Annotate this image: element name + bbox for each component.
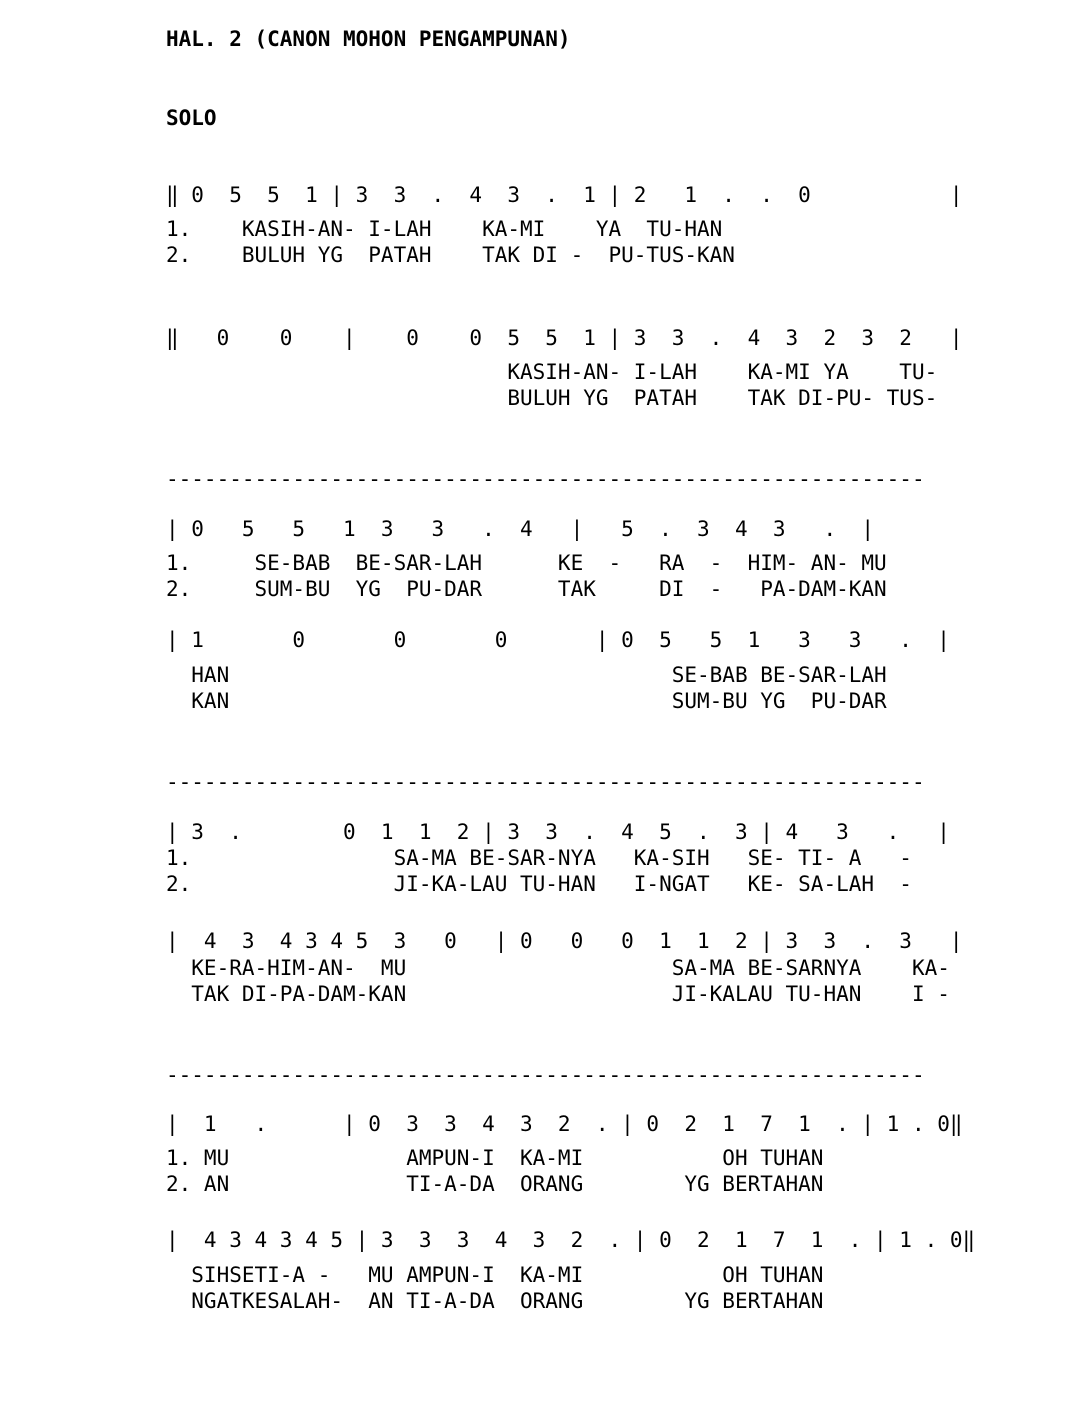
lyric-line: NGATKESALAH- AN TI-A-DA ORANG YG BERTAHAN: [166, 1289, 824, 1313]
section-divider: ------------------------------------------------------------: [166, 770, 925, 794]
notation-line: | 4 3 4 3 4 5 | 3 3 3 4 3 2 . | 0 2 1 7 1 . | 1 . 0‖: [166, 1228, 976, 1252]
lyric-line: KASIH-AN- I-LAH KA-MI YA TU-: [166, 360, 938, 384]
notation-line: | 1 0 0 0 | 0 5 5 1 3 3 . |: [166, 628, 950, 652]
section-divider: ------------------------------------------------------------: [166, 467, 925, 491]
lyric-line: TAK DI-PA-DAM-KAN JI-KALAU TU-HAN I -: [166, 982, 950, 1006]
notation-line: | 4 3 4 3 4 5 3 0 | 0 0 0 1 1 2 | 3 3 . 3 |: [166, 929, 963, 953]
lyric-line: 1. SA-MA BE-SAR-NYA KA-SIH SE- TI- A -: [166, 846, 912, 870]
lyric-line: 2. BULUH YG PATAH TAK DI - PU-TUS-KAN: [166, 243, 735, 267]
lyric-line: 1. SE-BAB BE-SAR-LAH KE - RA - HIM- AN- MU: [166, 551, 887, 575]
notation-line: ‖ 0 5 5 1 | 3 3 . 4 3 . 1 | 2 1 . . 0 |: [166, 183, 963, 207]
notation-line: | 3 . 0 1 1 2 | 3 3 . 4 5 . 3 | 4 3 . |: [166, 820, 950, 844]
lyric-line: SIHSETI-A - MU AMPUN-I KA-MI OH TUHAN: [166, 1263, 824, 1287]
lyric-line: 2. AN TI-A-DA ORANG YG BERTAHAN: [166, 1172, 824, 1196]
notation-line: | 1 . | 0 3 3 4 3 2 . | 0 2 1 7 1 . | 1 . 0‖: [166, 1112, 963, 1136]
notation-line: | 0 5 5 1 3 3 . 4 | 5 . 3 4 3 . |: [166, 517, 875, 541]
page-title: HAL. 2 (CANON MOHON PENGAMPUNAN): [166, 27, 571, 51]
lyric-line: 1. KASIH-AN- I-LAH KA-MI YA TU-HAN: [166, 217, 723, 241]
notation-line: ‖ 0 0 | 0 0 5 5 1 | 3 3 . 4 3 2 3 2 |: [166, 326, 963, 350]
lyric-line: BULUH YG PATAH TAK DI-PU- TUS-: [166, 386, 938, 410]
lyric-line: 2. SUM-BU YG PU-DAR TAK DI - PA-DAM-KAN: [166, 577, 887, 601]
lyric-line: 1. MU AMPUN-I KA-MI OH TUHAN: [166, 1146, 824, 1170]
part-label: SOLO: [166, 106, 217, 130]
section-divider: ------------------------------------------------------------: [166, 1063, 925, 1087]
lyric-line: 2. JI-KA-LAU TU-HAN I-NGAT KE- SA-LAH -: [166, 872, 912, 896]
lyric-line: KE-RA-HIM-AN- MU SA-MA BE-SARNYA KA-: [166, 956, 950, 980]
lyric-line: HAN SE-BAB BE-SAR-LAH: [166, 663, 887, 687]
lyric-line: KAN SUM-BU YG PU-DAR: [166, 689, 887, 713]
